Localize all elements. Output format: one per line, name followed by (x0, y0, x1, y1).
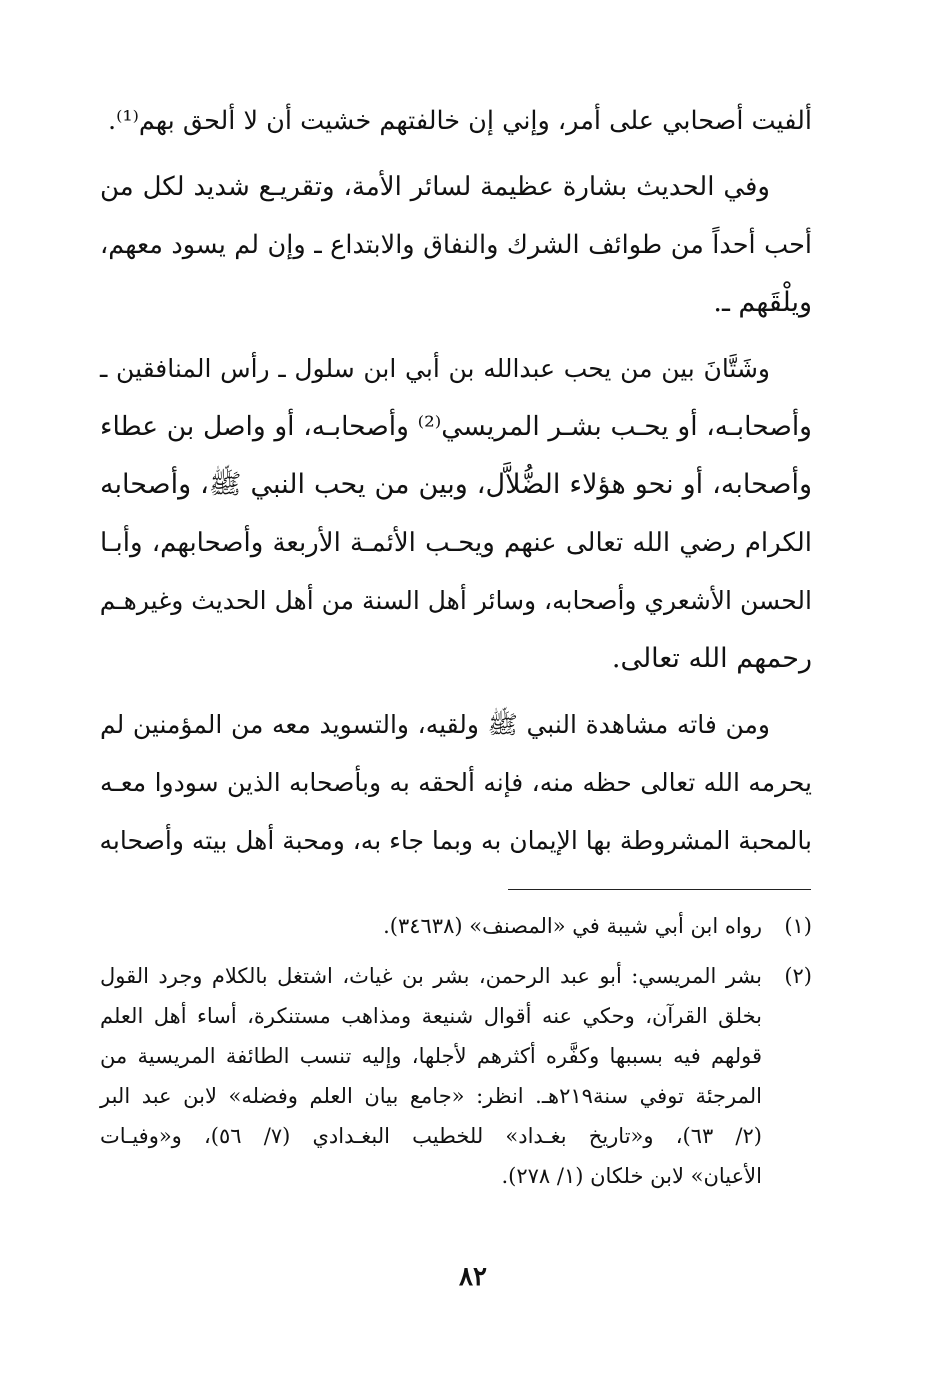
text-line: ومن فاته مشاهدة النبي ﷺ ولقيه، والتسويد معه من المؤمنين لم (100, 710, 770, 739)
footnote-divider (508, 889, 811, 890)
text-line: الحسن الأشعري وأصحابه، وسائر أهل السنة من أهل الحديث وغيرهـم (99, 586, 812, 615)
footnote-body (100, 906, 762, 946)
page-number: ٨٢ (459, 1262, 487, 1292)
text-line: وأصحابـه، أو يحـب بشـر المريسي⁽²⁾ وأصحابـه، أو واصل بن عطاء (100, 411, 812, 442)
footnote-number: (٢) (784, 964, 812, 988)
text-line: رحمهم الله تعالى. (611, 643, 812, 674)
text-line: ويلْقَهم ـ. (713, 287, 812, 318)
main-text (100, 92, 812, 870)
footnote-number: (١) (784, 914, 812, 938)
footnote-line: قولهم فيه بسببها وكفَّره أكثرهم لأجلها، وإليه تنسب الطائفة المريسية من (100, 1044, 762, 1068)
text-line: ألفيت أصحابي على أمر، وإني إن خالفتهم خشيت أن لا ألحق بهم⁽¹⁾. (108, 106, 812, 136)
text-line: يحرمه الله تعالى حظه منه، فإنه ألحقه به وبأصحابه الذين سودوا معـه (100, 768, 812, 797)
text-line: وفي الحديث بشارة عظيمة لسائر الأمة، وتقريـع شديد لكل من (100, 172, 770, 202)
footnote-line: بخلق القرآن، وحكي عنه أقوال شنيعة ومذاهب مستنكرة، أساء أهل العلم (100, 1004, 762, 1028)
footnote-line: الأعيان» لابن خلكان (١/ ٢٧٨). (501, 1164, 762, 1188)
footnote-line: المرجئة توفي سنة٢١٩هـ. انظر: «جامع بيان العلم وفضله» لابن عبد البر (100, 1084, 762, 1108)
footnote (100, 956, 812, 1196)
footnote-line: (٢/ ٦٣)، و«تاريخ بغـداد» للخطيب البغـدادي (٧/ ٥٦)، و«وفيـات (100, 1124, 762, 1148)
text-line: أحب أحداً من طوائف الشرك والنفاق والابتداع ـ وإن لم يسود معهم، (100, 230, 812, 260)
text-line: وأصحابه، أو نحو هؤلاء الضُّلاَّل، وبين من يحب النبي ﷺ، وأصحابه (100, 469, 812, 500)
footnote (100, 906, 812, 946)
footnote-line: رواه ابن أبي شيبة في «المصنف» (٣٤٦٣٨). (383, 914, 762, 938)
text-line: الكرام رضي الله تعالى عنهم ويحـب الأئمـة الأربعة وأصحابهم، وأبـا (100, 528, 812, 558)
footnotes (100, 906, 812, 1206)
text-line: وشَتَّانَ بين من يحب عبدالله بن أبي ابن سلول ـ رأس المنافقين ـ (100, 354, 770, 383)
text-line: بالمحبة المشروطة بها الإيمان به وبما جاء به، ومحبة أهل بيته وأصحابه (99, 826, 812, 855)
footnote-body (100, 956, 762, 1196)
footnote-line: بشر المريسي: أبو عبد الرحمن، بشر بن غياث، اشتغل بالكلام وجرد القول (100, 964, 762, 988)
